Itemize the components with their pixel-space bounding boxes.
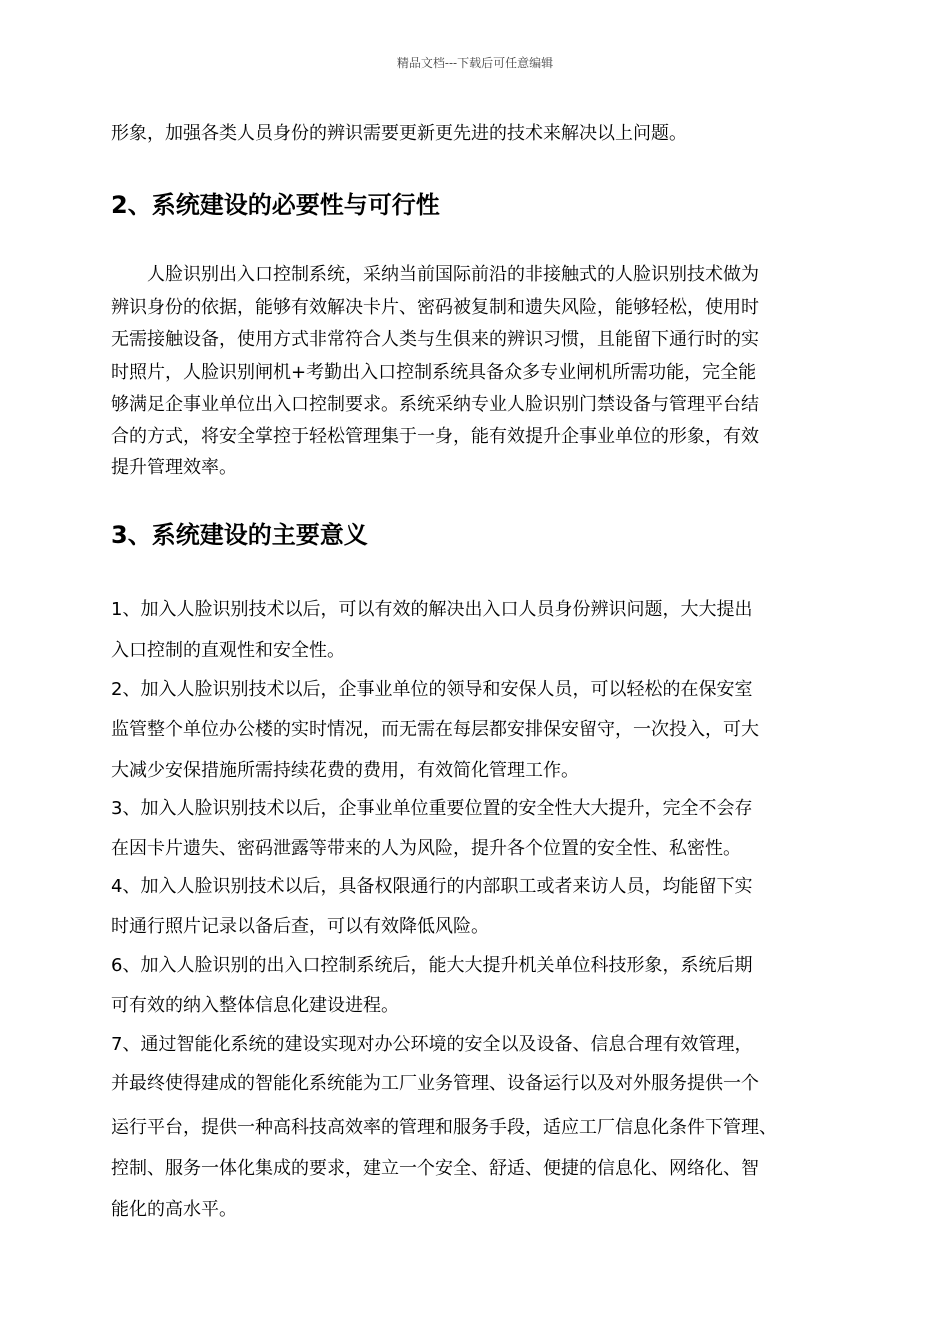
section-3-line: 4、加入人脸识别技术以后，具备权限通行的内部职工或者来访人员，均能留下实 [111,876,753,897]
section-3-line: 时通行照片记录以备后查，可以有效降低风险。 [111,916,489,937]
section-2-line: 辨识身份的依据，能够有效解决卡片、密码被复制和遗失风险，能够轻松，使用时 [111,297,759,318]
intro-paragraph: 形象，加强各类人员身份的辨识需要更新更先进的技术来解决以上问题。 [111,123,687,144]
section-3-line: 运行平台，提供一种高科技高效率的管理和服务手段，适应工厂信息化条件下管理、 [111,1117,777,1138]
section-3-line: 2、加入人脸识别技术以后，企事业单位的领导和安保人员，可以轻松的在保安室 [111,679,753,700]
section-2-line: 提升管理效率。 [111,457,237,478]
section-2-title: 2、系统建设的必要性与可行性 [111,191,440,219]
page-header: 精品文档---下载后可任意编辑 [396,56,554,70]
section-2-line: 时照片，人脸识别闸机+考勤出入口控制系统具备众多专业闸机所需功能，完全能 [111,362,757,383]
section-2-line: 合的方式，将安全掌控于轻松管理集于一身，能有效提升企事业单位的形象，有效 [111,426,759,447]
section-3-line: 6、加入人脸识别的出入口控制系统后，能大大提升机关单位科技形象，系统后期 [111,955,753,976]
section-3-line: 可有效的纳入整体信息化建设进程。 [111,995,399,1016]
section-3-line: 大减少安保措施所需持续花费的费用，有效简化管理工作。 [111,760,579,781]
section-3-line: 监管整个单位办公楼的实时情况，而无需在每层都安排保安留守，一次投入，可大 [111,719,759,740]
section-3-line: 3、加入人脸识别技术以后，企事业单位重要位置的安全性大大提升，完全不会存 [111,798,753,819]
section-3-line: 控制、服务一体化集成的要求，建立一个安全、舒适、便捷的信息化、网络化、智 [111,1158,759,1179]
section-2-line: 人脸识别出入口控制系统，采纳当前国际前沿的非接触式的人脸识别技术做为 [147,264,759,285]
section-2-line: 够满足企事业单位出入口控制要求。系统采纳专业人脸识别门禁设备与管理平台结 [111,394,759,415]
section-3-line: 入口控制的直观性和安全性。 [111,640,345,661]
section-2-line: 无需接触设备，使用方式非常符合人类与生俱来的辨识习惯，且能留下通行时的实 [111,329,759,350]
section-3-title: 3、系统建设的主要意义 [111,521,368,549]
section-3-line: 1、加入人脸识别技术以后，可以有效的解决出入口人员身份辨识问题，大大提出 [111,599,753,620]
section-3-line: 在因卡片遗失、密码泄露等带来的人为风险，提升各个位置的安全性、私密性。 [111,838,741,859]
section-3-line: 能化的高水平。 [111,1199,237,1220]
section-3-line: 7、通过智能化系统的建设实现对办公环境的安全以及设备、信息合理有效管理， [111,1034,753,1055]
section-3-line: 并最终使得建成的智能化系统能为工厂业务管理、设备运行以及对外服务提供一个 [111,1073,759,1094]
